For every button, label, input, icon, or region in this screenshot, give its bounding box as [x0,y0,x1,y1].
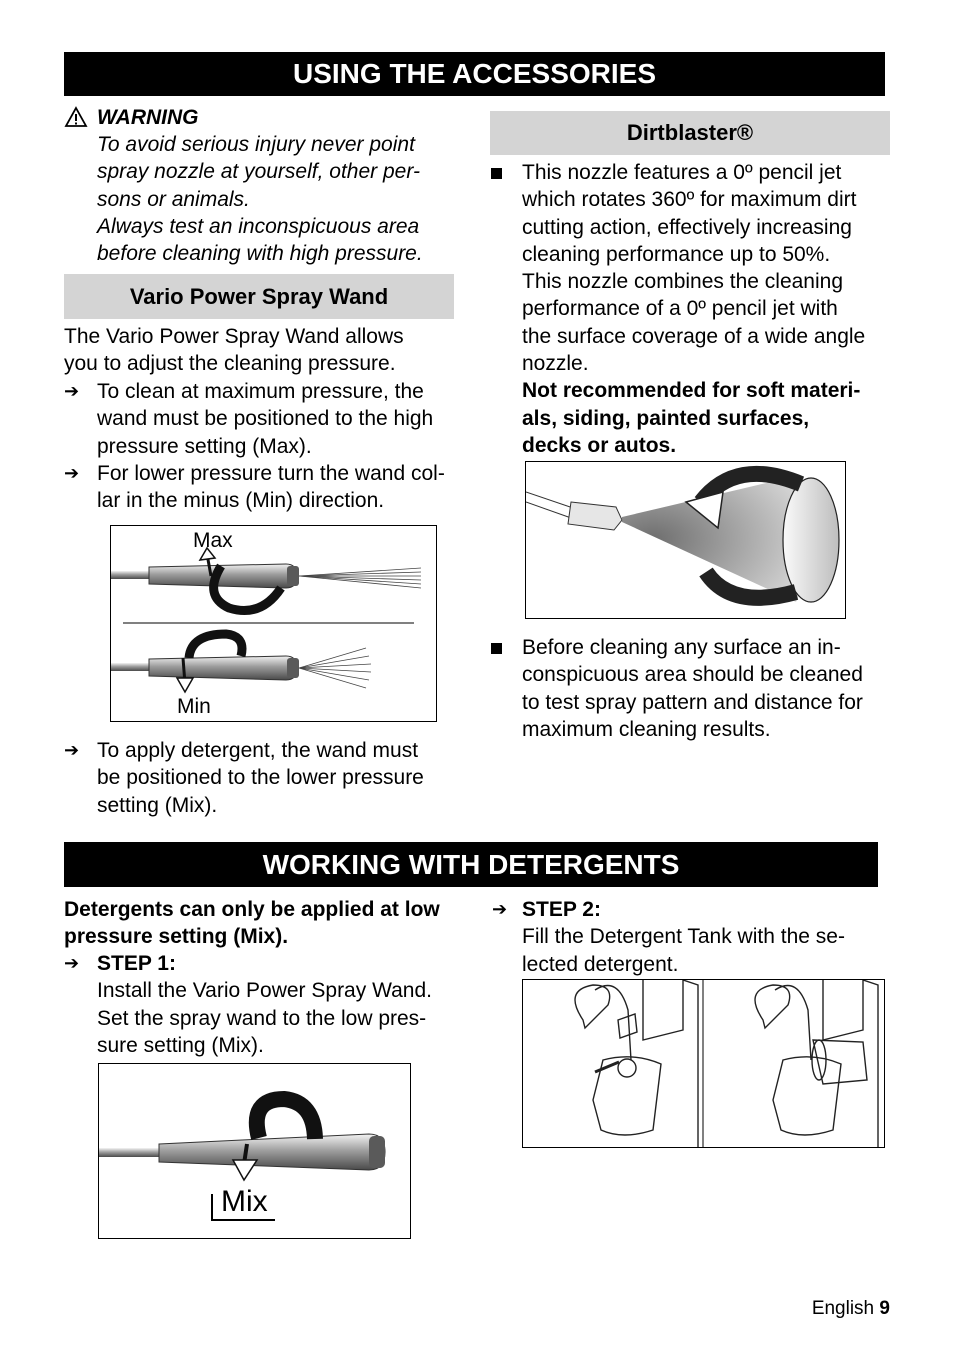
vario-step-line: For lower pressure turn the wand col- [97,462,445,485]
mix-label: Mix [221,1185,268,1218]
section-title: USING THE ACCESSORIES [292,58,656,89]
section-banner-detergents [64,842,878,887]
vario-step-mix [97,737,467,819]
arrow-right-icon: ➔ [64,381,80,401]
dirtblaster-test-note [522,634,894,743]
step-line: sure setting (Mix). [97,1033,264,1057]
detergent-note-line: pressure setting (Mix). [64,925,289,949]
vario-step-line: wand must be positioned to the high [97,407,434,431]
dirtblaster-line: which rotates 360º for maximum dirt [522,188,857,212]
dirtblaster-line: the surface coverage of a wide angle [522,324,866,348]
dirtblaster-description [522,159,894,459]
warning-label: WARNING [97,106,199,129]
step-line: Set the spray wand to the low pres- [97,1006,427,1030]
vario-intro-line: The Vario Power Spray Wand allows [64,325,404,348]
arrow-right-icon: ➔ [64,953,80,973]
step-line: lected detergent. [522,952,679,976]
warning-line: Always test an inconspicuous area [97,214,420,238]
step-label: STEP 1: [97,952,176,975]
square-bullet-icon [491,168,502,179]
arrow-right-icon: ➔ [64,740,80,760]
dirtblaster-line: This nozzle combines the cleaning [522,270,844,294]
vario-step-line: To apply detergent, the wand must [97,739,419,762]
detergent-note [64,896,474,951]
warning-line: before cleaning with high pressure. [97,242,423,266]
section-banner-accessories [64,52,885,96]
arrow-right-icon: ➔ [64,463,80,483]
step-line: Fill the Detergent Tank with the se- [522,925,845,949]
vario-step-line: setting (Mix). [97,793,218,817]
fill-tank-figure [522,979,885,1148]
vario-step-max [97,378,467,460]
step-label: STEP 2: [522,898,601,921]
dirtblaster-line: cutting action, effectively increasing [522,215,852,239]
warning-line: sons or animals. [97,187,250,211]
dirtblaster-line: Before cleaning any surface an in- [522,636,841,659]
warning-triangle-icon [64,106,88,128]
dirtblaster-figure [525,461,846,619]
vario-step-line: To clean at maximum pressure, the [97,380,424,403]
dirtblaster-line: conspicuous area should be cleaned [522,663,863,687]
warning-text [97,131,477,267]
vario-intro [64,323,464,378]
dirtblaster-line: nozzle. [522,352,589,376]
dirtblaster-warning-line: Not recommended for soft materi- [522,379,861,403]
page-number: 9 [879,1298,890,1319]
dirtblaster-warning-line: als, siding, painted surfaces, [522,406,810,430]
vario-max-label: Max [193,529,233,552]
vario-step-line: be positioned to the lower pressure [97,766,424,790]
dirtblaster-line: performance of a 0º pencil jet with [522,297,838,321]
warning-line: To avoid serious injury never point [97,133,415,156]
page-footer [812,1297,890,1321]
dirtblaster-warning-line: decks or autos. [522,433,677,457]
dirtblaster-line: cleaning performance up to 50%. [522,242,831,266]
vario-heading-text: Vario Power Spray Wand [129,284,389,309]
section-title: WORKING WITH DETERGENTS [262,849,680,880]
vario-intro-line: you to adjust the cleaning pressure. [64,352,396,376]
vario-heading [64,274,454,319]
dirtblaster-line: This nozzle features a 0º pencil jet [522,161,842,184]
footer-language: English [811,1298,875,1319]
vario-step-min [97,460,467,515]
vario-step-line: lar in the minus (Min) direction. [97,489,385,513]
arrow-right-icon: ➔ [492,899,508,919]
vario-step-line: pressure setting (Max). [97,434,312,458]
step-line: Install the Vario Power Spray Wand. [97,979,432,1003]
dirtblaster-line: to test spray pattern and distance for [522,690,863,714]
mix-setting-figure [98,1063,411,1239]
dirtblaster-line: maximum cleaning results. [522,717,771,741]
detergent-step-1 [97,950,477,1059]
detergent-step-2 [522,896,894,978]
dirtblaster-heading [490,111,890,155]
detergent-note-line: Detergents can only be applied at low [64,898,440,921]
square-bullet-icon [491,643,502,654]
vario-min-label: Min [177,695,211,718]
vario-wand-figure [110,525,437,722]
warning-line: spray nozzle at yourself, other per- [97,160,420,184]
dirtblaster-heading-text: Dirtblaster® [626,120,754,145]
